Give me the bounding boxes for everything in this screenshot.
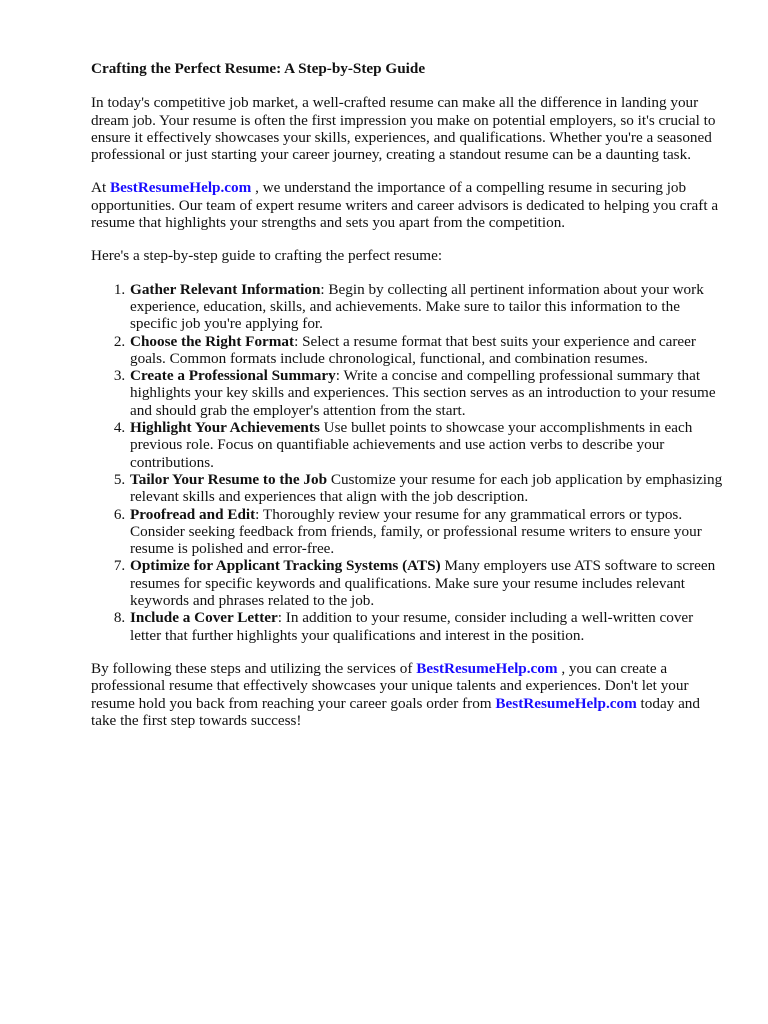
list-item bbox=[129, 367, 723, 419]
step-text: : Begin by collecting all pertinent information about your work experience, education, skills, and achievements. Make sure to tailor this information to the specific job you're applying for. bbox=[130, 280, 704, 333]
list-item bbox=[129, 419, 723, 471]
step-term: Optimize for Applicant Tracking Systems (ATS) bbox=[130, 557, 441, 575]
step-text: : In addition to your resume, consider including a well-written cover letter that further highlights your qualifications and interest in the position. bbox=[130, 609, 694, 644]
step-term: Include a Cover Letter bbox=[130, 609, 278, 627]
step-text: : Thoroughly review your resume for any grammatical errors or typos. Consider seeking feedback from friends, family, or professional resume writers to ensure your resume is polished and error-free. bbox=[130, 505, 702, 558]
about-paragraph bbox=[91, 179, 723, 231]
list-item bbox=[129, 506, 723, 558]
step-term: Proofread and Edit bbox=[130, 505, 256, 523]
bestresumehelp-link[interactable]: BestResumeHelp.com bbox=[109, 179, 252, 197]
step-text: : Write a concise and compelling professional summary that highlights your key skills and experiences. This section serves as an introduction to your resume and should grab the employer's attention from the start. bbox=[130, 367, 716, 419]
step-text: Many employers use ATS software to screen resumes for specific keywords and qualifications. Make sure your resume includes relevant keywords and phrases related to the job. bbox=[130, 557, 716, 610]
closing-part2: , you can create a professional resume that effectively showcases your unique talents and experiences. Don't let your resume hold you back from reaching your career goals order from bbox=[91, 659, 689, 712]
step-term: Highlight Your Achievements bbox=[130, 419, 320, 437]
closing-part3: today and take the first step towards success! bbox=[91, 694, 700, 729]
step-text: Use bullet points to showcase your accomplishments in each previous role. Focus on quantifiable achievements and use action verbs to describe your contributions. bbox=[130, 419, 693, 471]
about-prefix: At bbox=[91, 179, 110, 197]
guide-intro: Here's a step-by-step guide to crafting the perfect resume: bbox=[91, 247, 443, 265]
bestresumehelp-link[interactable]: BestResumeHelp.com bbox=[495, 694, 637, 712]
list-item bbox=[129, 333, 723, 368]
list-item bbox=[129, 471, 723, 506]
list-item bbox=[129, 281, 723, 333]
step-term: Choose the Right Format bbox=[130, 332, 295, 350]
step-term: Tailor Your Resume to the Job bbox=[130, 470, 328, 488]
intro-paragraph: In today's competitive job market, a well-crafted resume can make all the difference in landing your dream job. Your resume is often the first impression you make on potential employers, so it's crucial to ensure it effectively showcases your skills, experiences, and qualifications. Whether you're a seasoned professional or just starting your career journey, creating a standout resume can be a daunting task. bbox=[91, 94, 716, 164]
bestresumehelp-link[interactable]: BestResumeHelp.com bbox=[416, 659, 558, 677]
closing-part1: By following these steps and utilizing the services of bbox=[91, 659, 417, 677]
step-term: Create a Professional Summary bbox=[130, 367, 336, 385]
closing-paragraph bbox=[91, 660, 723, 729]
about-rest: , we understand the importance of a compelling resume in securing job opportunities. Our team of expert resume writers and career advisors is dedicated to helping you craft a resume that highlights your strengths and sets you apart from the competition. bbox=[91, 179, 719, 232]
step-text: : Select a resume format that best suits your experience and career goals. Common formats include chronological, functional, and combination resumes. bbox=[130, 332, 696, 367]
steps-list bbox=[91, 281, 723, 644]
list-item bbox=[129, 609, 723, 644]
document-page bbox=[91, 60, 723, 745]
list-item bbox=[129, 557, 723, 609]
document-title: Crafting the Perfect Resume: A Step-by-Step Guide bbox=[91, 60, 426, 77]
step-term: Gather Relevant Information bbox=[130, 280, 321, 298]
step-text: Customize your resume for each job application by emphasizing relevant skills and experiences that align with the job description. bbox=[130, 470, 723, 506]
